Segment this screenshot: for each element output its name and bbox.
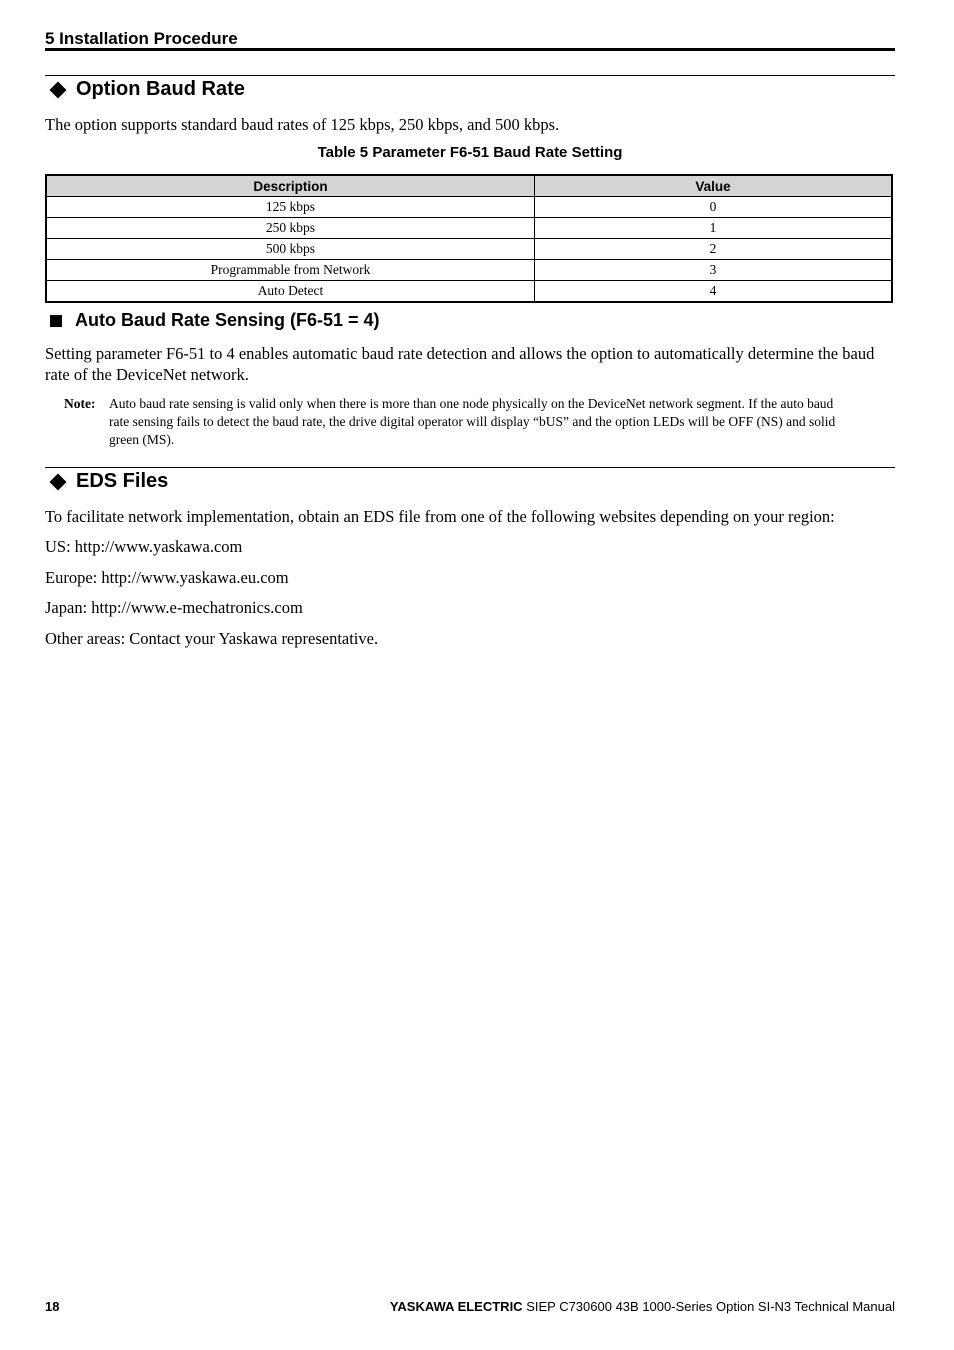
table-caption: Table 5 Parameter F6-51 Baud Rate Setting xyxy=(317,144,623,161)
footer-manual-name: SIEP C730600 43B 1000-Series Option SI-N3 Technical Manual xyxy=(522,1299,895,1314)
eds-other-areas: Other areas: Contact your Yaskawa representative. xyxy=(45,629,379,648)
section-heading-eds-files xyxy=(48,470,168,493)
table-cell-description: 500 kbps xyxy=(46,239,535,260)
subsection-title: Auto Baud Rate Sensing (F6-51 = 4) xyxy=(75,310,380,330)
table-cell-description: Programmable from Network xyxy=(46,260,535,281)
note-text: Auto baud rate sensing is valid only when there is more than one node physically on the DeviceNet network segment. If the auto baud rate sensing fails to detect the baud rate, the drive digital operator will display “bUS” and the option LEDs will be OFF (NS) and solid green (MS). xyxy=(109,396,836,447)
column-header-value: Value xyxy=(535,175,893,197)
subsection-heading-auto-baud xyxy=(50,310,380,331)
table-cell-description: Auto Detect xyxy=(46,281,535,303)
footer-manual-title xyxy=(390,1299,895,1314)
footer-brand: YASKAWA ELECTRIC xyxy=(389,1299,523,1314)
eds-link-us: US: http://www.yaskawa.com xyxy=(45,537,243,556)
eds-link-japan: Japan: http://www.e-mechatronics.com xyxy=(45,598,303,617)
table-header-row xyxy=(46,175,892,197)
table-cell-value: 2 xyxy=(535,239,893,260)
table-cell-value: 4 xyxy=(535,281,893,303)
page-number: 18 xyxy=(45,1299,60,1314)
table-cell-value: 3 xyxy=(535,260,893,281)
table-row xyxy=(46,218,892,239)
table-cell-value: 1 xyxy=(535,218,893,239)
column-header-description: Description xyxy=(46,175,535,197)
auto-baud-paragraph: Setting parameter F6-51 to 4 enables automatic baud rate detection and allows the option to automatically determine the baud rate of the DeviceNet network. xyxy=(45,344,875,384)
table-row xyxy=(46,281,892,303)
eds-link-europe: Europe: http://www.yaskawa.eu.com xyxy=(45,568,289,587)
section-divider xyxy=(45,467,895,468)
chapter-title: 5 Installation Procedure xyxy=(45,29,238,48)
table-row xyxy=(46,239,892,260)
square-bullet-icon xyxy=(50,315,62,327)
section-title: EDS Files xyxy=(76,470,169,492)
table-cell-description: 250 kbps xyxy=(46,218,535,239)
note-label: Note: xyxy=(64,396,96,411)
baud-rate-table xyxy=(45,174,893,303)
chapter-rule xyxy=(45,48,895,51)
table-cell-description: 125 kbps xyxy=(46,197,535,218)
section-heading-option-baud-rate xyxy=(48,78,245,101)
diamond-bullet-icon xyxy=(50,81,67,98)
table-row xyxy=(46,260,892,281)
section-title: Option Baud Rate xyxy=(76,78,245,100)
eds-intro-paragraph: To facilitate network implementation, obtain an EDS file from one of the following websites depending on your region: xyxy=(45,507,835,526)
table-row xyxy=(46,197,892,218)
note-block xyxy=(64,395,864,449)
section-divider xyxy=(45,75,895,76)
diamond-bullet-icon xyxy=(50,473,67,490)
baud-intro-paragraph: The option supports standard baud rates of 125 kbps, 250 kbps, and 500 kbps. xyxy=(45,115,560,134)
table-cell-value: 0 xyxy=(535,197,893,218)
